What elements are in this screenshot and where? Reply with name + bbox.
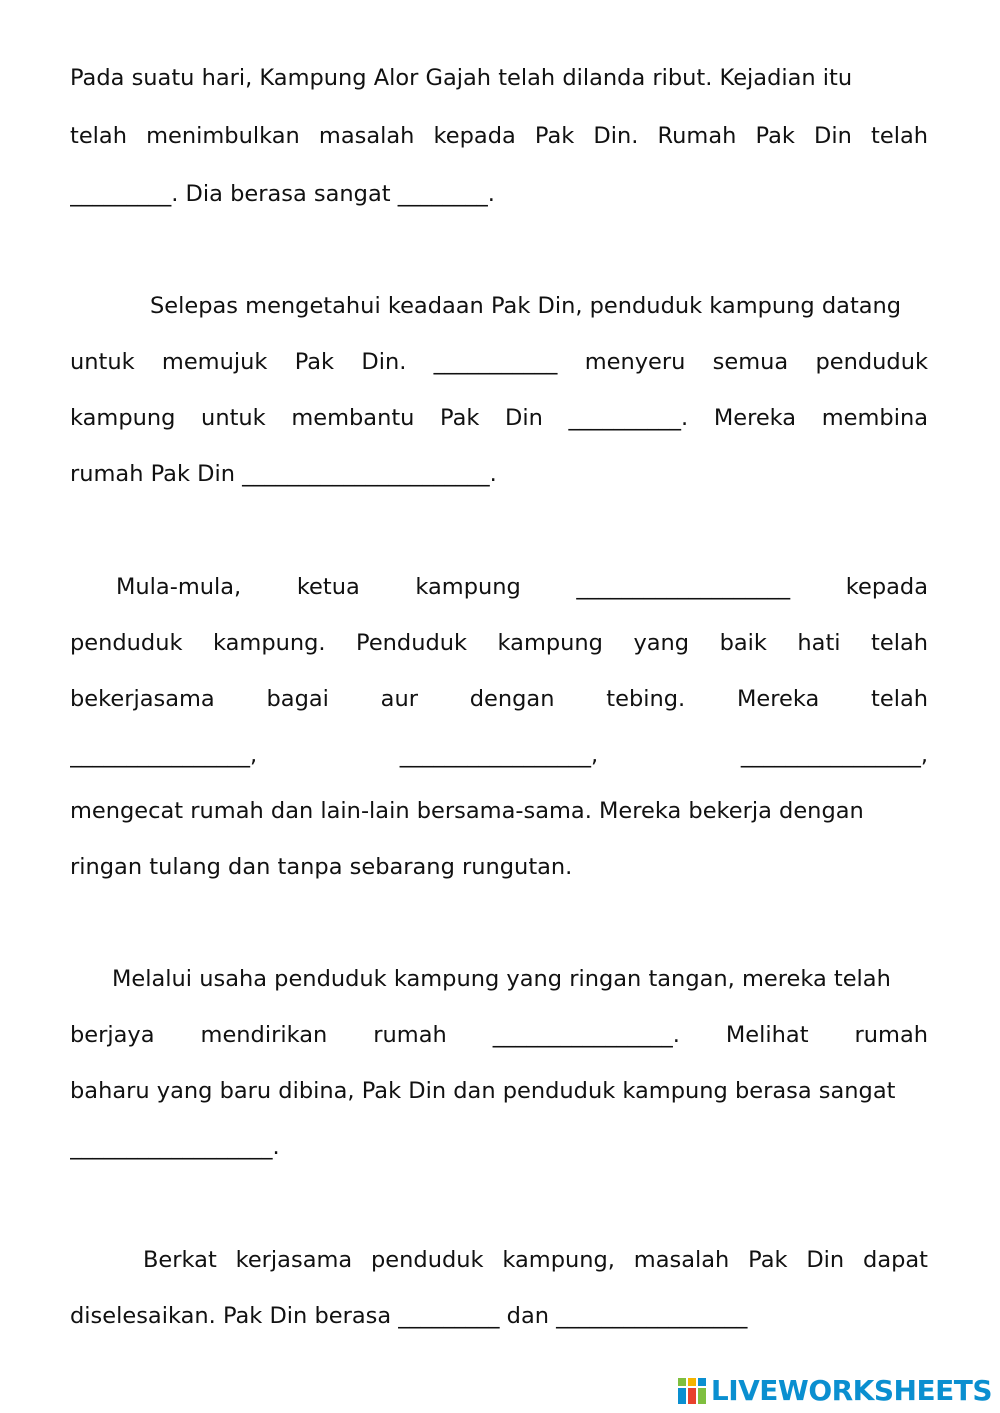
text-line: diselesaikan. Pak Din berasa _________ dan _________________ [70, 1303, 748, 1329]
text-line: __________________. [70, 1134, 280, 1160]
text-line: untuk memujuk Pak Din. ___________ menyeru semua penduduk [70, 349, 928, 375]
text-line: Melalui usaha penduduk kampung yang ringan tangan, mereka telah [112, 966, 891, 992]
text-line: kampung untuk membantu Pak Din __________. Mereka membina [70, 405, 928, 431]
text-line: ringan tulang dan tanpa sebarang rungutan. [70, 854, 573, 880]
text-line: bekerjasama bagai aur dengan tebing. Mereka telah [70, 686, 928, 712]
text-line: mengecat rumah dan lain-lain bersama-sama. Mereka bekerja dengan [70, 798, 864, 824]
text-line: Selepas mengetahui keadaan Pak Din, penduduk kampung datang [150, 293, 902, 319]
text-line: berjaya mendirikan rumah ________________. Melihat rumah [70, 1022, 928, 1048]
logo-text: LIVEWORKSHEETS [710, 1374, 992, 1407]
text-line: Pada suatu hari, Kampung Alor Gajah telah dilanda ribut. Kejadian itu [70, 65, 853, 91]
text-line: _________. Dia berasa sangat ________. [70, 181, 495, 207]
liveworksheets-logo-icon [677, 1376, 707, 1406]
text-line: Berkat kerjasama penduduk kampung, masalah Pak Din dapat [143, 1247, 928, 1273]
text-line: telah menimbulkan masalah kepada Pak Din. Rumah Pak Din telah [70, 123, 928, 149]
text-line: Mula-mula, ketua kampung ___________________ kepada [116, 574, 928, 600]
text-line: baharu yang baru dibina, Pak Din dan penduduk kampung berasa sangat [70, 1078, 896, 1104]
text-line: ________________, _________________, ________________, [70, 742, 928, 768]
text-line: penduduk kampung. Penduduk kampung yang baik hati telah [70, 630, 928, 656]
liveworksheets-logo[interactable] [677, 1373, 992, 1409]
text-line: rumah Pak Din ______________________. [70, 461, 497, 487]
